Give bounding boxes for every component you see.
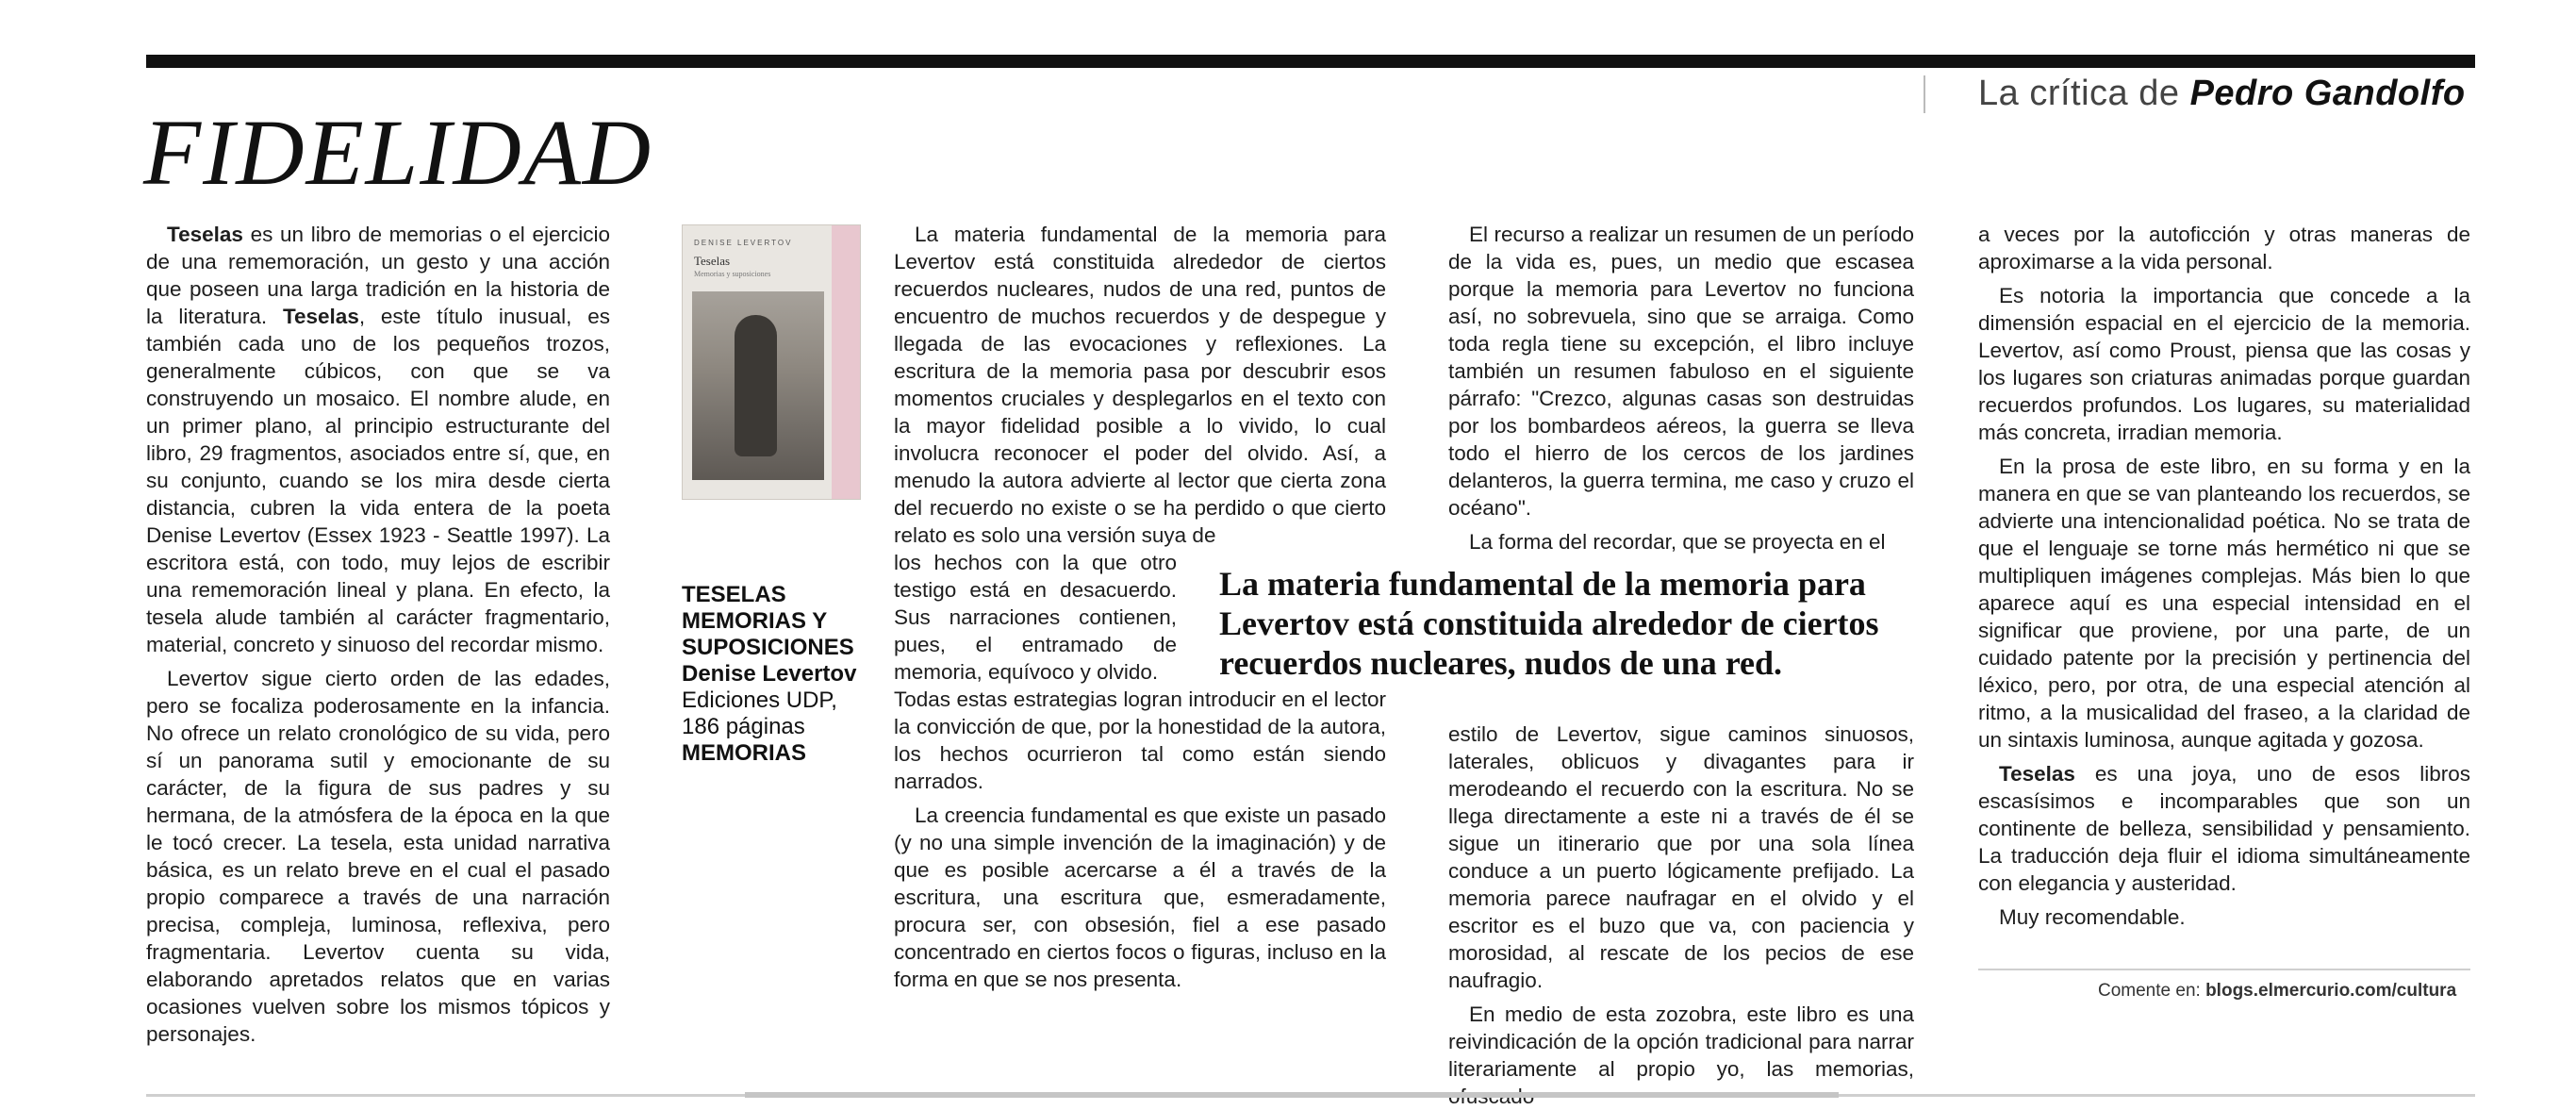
- pull-quote-gap: [1448, 555, 1914, 721]
- comment-label: Comente en:: [2098, 981, 2201, 1001]
- paragraph: a veces por la autoficción y otras maneras de aproximarse a la vida personal.: [1978, 223, 2470, 273]
- cover-title: Teselas: [694, 254, 731, 268]
- paragraph: El recurso a realizar un resumen de un período de la vida es, pues, un medio que escasea porque la memoria para Levertov no funciona así, no sobrevuela, sino que se arraiga. Como toda regla tiene su excepción, el libro incluye también un resumen fabuloso en el siguiente párrafo: "Crezco, algunas casas son destruidas por los bombardeos aéreos, la guerra se lleva todo el hierro de los cercos de los jardines delanteros, la guerra termina, me caso y cruzo el océano".: [1448, 223, 1914, 520]
- book-title-line: MEMORIAS Y: [682, 608, 828, 634]
- emphasis-title: Teselas: [167, 223, 243, 246]
- paragraph: La materia fundamental de la memoria para Levertov está constituida alrededor de ciertos recuerdos nucleares, nudos de una red, puntos de encuentro de muchos recuerdos y de despegue y llegada de las evocaciones y reflexiones. La escritura de la memoria pasa por descubrir esos momentos cruciales y desplegarlos en el texto con la mayor fidelidad posible a lo vivido, lo cual involucra reconocer el poder del olvido. Así, a menudo la autora advierte al lector que cierta zona del recuerdo no existe o se ha perdido o que cierto relato es solo una versión suya de: [894, 223, 1386, 547]
- byline-prefix: La crítica de: [1978, 74, 2180, 113]
- headline: FIDELIDAD: [143, 100, 653, 205]
- byline-author: Pedro Gandolfo: [2189, 74, 2466, 113]
- text: , este título inusual, es también cada uno de los pequeños trozos, generalmente cúbicos, con que se va construyendo un mosaico. El nombre alude, en un primer plano, al principio estructurante del libro, 29 fragmentos, asociados entre sí, que, en su conjunto, cuando se los mira desde cierta distancia, cubren la vida entera de la poeta Denise Levertov (Essex 1923 - Seattle 1997). La escritora está, con todo, muy lejos de escribir una rememoración lineal y plana. En efecto, la tesela alude también al carácter fragmentario, material, concreto y sinuoso del recordar mismo.: [146, 305, 610, 656]
- book-cover-image: [682, 224, 861, 500]
- comment-link[interactable]: blogs.elmercurio.com/cultura: [2205, 981, 2457, 1001]
- paragraph-narrow: los hechos con la que otro testigo está en desacuerdo. Sus narraciones contienen, pues, el entramado de memoria, equívoco y olvido.: [894, 551, 1177, 684]
- paragraph: estilo de Levertov, sigue caminos sinuosos, laterales, oblicuos y divagantes para ir merodeando el recuerdo con la escritura. No se llega directamente a este ni a través de él se sigue un itinerario que por una sola línea conduce a un puerto lógicamente prefijado. La memoria parece naufragar en el olvido y el escritor es el buzo que va, con paciencia y morosidad, al rescate de los pecios de ese naufragio.: [1448, 722, 1914, 992]
- paragraph: La creencia fundamental es que existe un pasado (y no una simple invención de la imaginación) y de que es posible acercarse a él a través de la escritura, una escritura que, esmeradamente, procura ser, con obsesión, fiel a ese pasado concentrado en ciertos focos o figuras, incluso en la forma en que se nos presenta.: [894, 804, 1386, 991]
- book-publisher: Ediciones UDP,: [682, 688, 837, 713]
- pull-quote: La materia fundamental de la memoria para Levertov está constituida alrededor de ciertos recuerdos nucleares, nudos de una red.: [1219, 565, 1879, 682]
- paragraph: Es notoria la importancia que concede a la dimensión espacial en el ejercicio de la memoria. Levertov, así como Proust, piensa que las cosas y los lugares son criaturas animadas porque guardan recuerdos profundos. Los lugares, su materialidad más concreta, irradian memoria.: [1978, 284, 2470, 444]
- paragraph: En la prosa de este libro, en su forma y en la manera en que se van planteando los recuerdos, se advierte una intencionalidad poética. No se trata de que el lenguaje se torne más hermético ni que se multipliquen imágenes complejas. Más bien lo que aparece aquí es una especial intensidad en el significar que proviene, por una parte, de un cuidado patente por la precisión y pertinencia del léxico, pero, por otra, de una especial atención al ritmo, a la musicalidad del fraseo, a la claridad de un sintaxis luminosa, aunque agitada y gozosa.: [1978, 455, 2470, 752]
- book-pages: 186 páginas: [682, 714, 805, 739]
- byline: [1978, 74, 2466, 114]
- emphasis-title: Teselas: [1999, 762, 2075, 786]
- article-column-4: [1978, 221, 2470, 931]
- cover-subtitle: Memorias y suposiciones: [694, 270, 771, 278]
- emphasis-title: Teselas: [282, 305, 359, 328]
- cover-author: DENISE LEVERTOV: [694, 239, 793, 247]
- book-genre: MEMORIAS: [682, 740, 806, 766]
- cover-photo-figure: [735, 315, 777, 456]
- top-rule: [146, 55, 2475, 68]
- comment-line: [2098, 981, 2456, 1002]
- scrollbar-track[interactable]: [745, 1092, 1839, 1098]
- book-author: Denise Levertov: [682, 661, 857, 687]
- book-title-line: SUPOSICIONES: [682, 635, 854, 660]
- text: es una joya, uno de esos libros escasísimos e incomparables que son un continente de belleza, sensibilidad y pensamiento. La traducción deja fluir el idioma simultáneamente con elegancia y austeridad.: [1978, 762, 2470, 895]
- paragraph: [1978, 760, 2470, 897]
- book-info: [682, 582, 856, 767]
- paragraph: Muy recomendable.: [1999, 905, 2186, 929]
- paragraph: En medio de esta zozobra, este libro es una reivindicación de la opción tradicional para narrar literariamente al propio yo, las memorias,: [1448, 1002, 1914, 1081]
- text: es un libro de memorias o el ejercicio de una rememoración, un gesto y una acción que poseen una larga tradición en la historia de la literatura.: [146, 223, 610, 328]
- article-column-1: [146, 221, 610, 1048]
- book-spine: [832, 225, 860, 499]
- article-column-3: [1448, 221, 1914, 1110]
- paragraph: La forma del recordar, que se proyecta en el: [1469, 530, 1886, 554]
- paragraph: Todas estas estrategias logran introducir en el lector la convicción de que, por la honestidad de la autora, los hechos ocurrieron tal como están siendo narrados.: [894, 688, 1386, 793]
- byline-separator: [1924, 75, 1925, 113]
- comment-rule: [1978, 969, 2470, 970]
- paragraph: [146, 221, 610, 658]
- paragraph: Levertov sigue cierto orden de las edades, pero se focaliza poderosamente en la infancia. No ofrece un relato cronológico de su vida, pero sí un panorama sutil y emocionante de su carácter, de la figura de sus padres y su hermana, de la atmósfera de la época en la que le tocó crecer. La tesela, esta unidad narrativa básica, es un relato breve en el cual el pasado propio comparece a través de una narración precisa, compleja, luminosa, reflexiva, pero fragmentaria. Levertov cuenta su vida, elaborando apretados relatos que en varias ocasiones vuelven sobre los mismos tópicos y personajes.: [146, 667, 610, 1046]
- book-title-line: TESELAS: [682, 582, 786, 607]
